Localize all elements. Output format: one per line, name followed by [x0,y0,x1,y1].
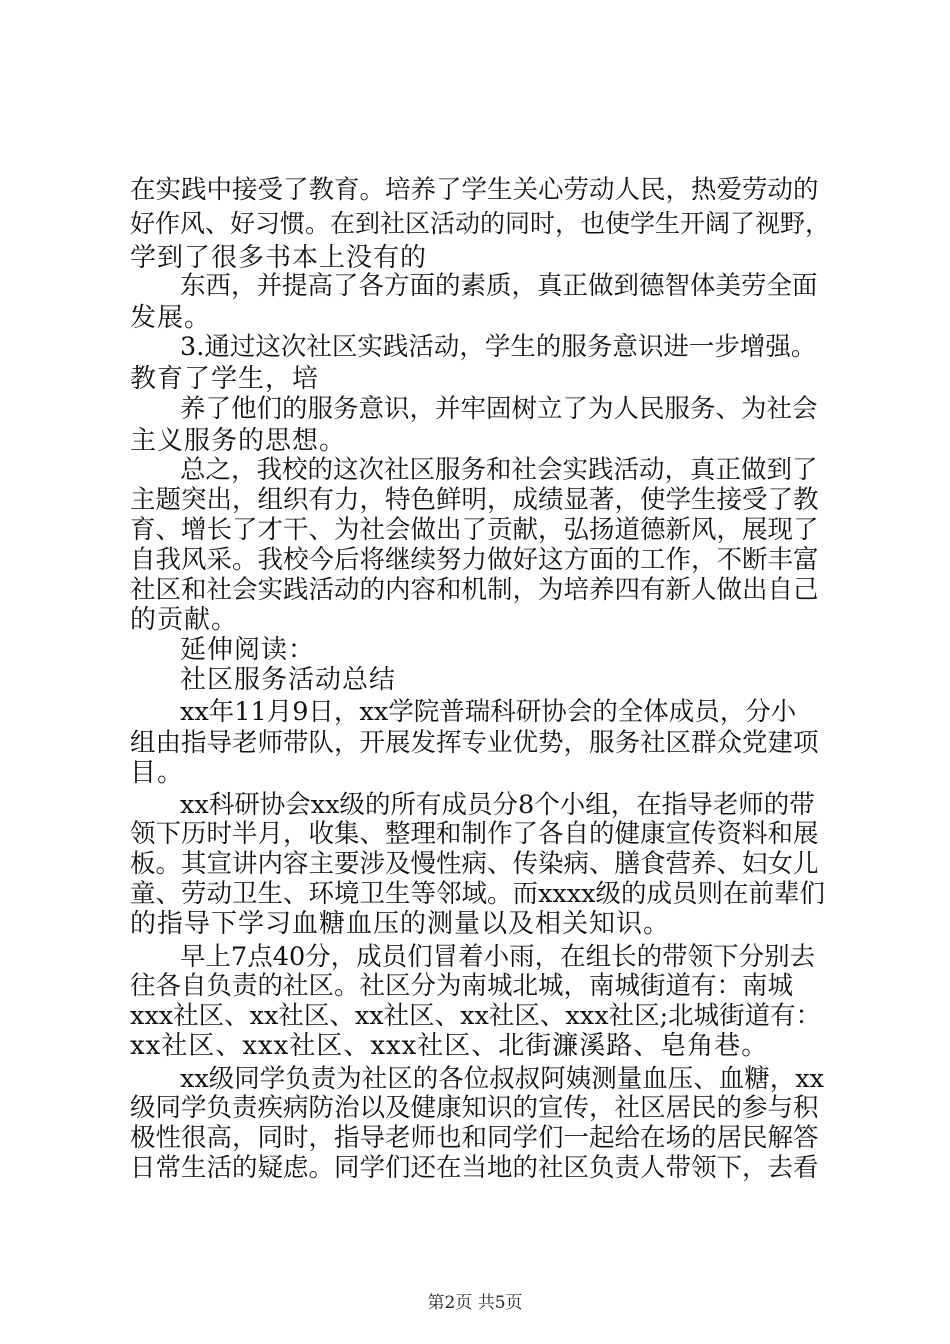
text-line: xx科研协会xx级的所有成员分8个小组，在指导老师的带 [180,790,815,820]
text-line: 目。 [130,758,185,788]
text-line: 日常生活的疑虑。同学们还在当地的社区负责人带领下，去看 [130,1153,819,1183]
text-line: 养了他们的服务意识，并牢固树立了为人民服务、为社会 [180,394,818,424]
text-line: 在实践中接受了教育。培养了学生关心劳动人民，热爱劳动的 [130,175,819,205]
text-line: xx年11月9日，xx学院普瑞科研协会的全体成员，分小 [180,697,797,727]
text-line: 往各自负责的社区。社区分为南城北城，南城街道有：南城 [130,971,794,1001]
text-line: 的指导下学习血糖血压的测量以及相关知识。 [130,909,671,939]
text-line: 童、劳动卫生、环境卫生等邻域。而xxxx级的成员则在前辈们 [130,879,826,909]
text-line: 总之，我校的这次社区服务和社会实践活动，真正做到了 [180,455,818,485]
text-line: xx级同学负责为社区的各位叔叔阿姨测量血压、血糖，xx [180,1064,825,1094]
text-line: 极性很高，同时，指导老师也和同学们一起给在场的居民解答 [130,1123,819,1153]
text-line: 主义服务的思想。 [130,426,347,456]
text-line: 领下历时半月，收集、整理和制作了各自的健康宣传资料和展 [130,819,819,849]
text-line: xx社区、xxx社区、xxx社区、北街濂溪路、皂角巷。 [130,1031,769,1061]
text-line: 社区服务活动总结 [180,665,397,695]
text-line: 组由指导老师带队，开展发挥专业优势，服务社区群众党建项 [130,728,819,758]
text-line: 社区和社会实践活动的内容和机制，为培养四有新人做出自己 [130,575,819,605]
text-line: 3.通过这次社区实践活动，学生的服务意识进一步增强。 [180,332,817,362]
text-line: 教育了学生，培 [130,364,320,394]
text-line: 的贡献。 [130,605,239,635]
text-line: 东西，并提高了各方面的素质，真正做到德智体美劳全面 [180,271,818,301]
text-line: 延伸阅读： [180,635,316,665]
text-line: 发展。 [130,303,212,333]
text-line: 自我风采。我校今后将继续努力做好这方面的工作，不断丰富 [130,545,819,575]
text-line: 好作风、好习惯。在到社区活动的同时，也使学生开阔了视野， [130,209,831,238]
text-line: 板。其宣讲内容主要涉及慢性病、传染病、膳食营养、妇女儿 [130,849,819,879]
text-line: 学到了很多书本上没有的 [130,243,428,273]
page-footer: 第2页 共5页 [427,1293,523,1313]
text-line: 早上7点40分，成员们冒着小雨，在组长的带领下分别去 [180,942,816,972]
text-line: 育、增长了才干、为社会做出了贡献，弘扬道德新风，展现了 [130,515,819,545]
text-line: 主题突出，组织有力，特色鲜明，成绩显著，使学生接受了教 [130,485,819,515]
text-line: 级同学负责疾病防治以及健康知识的宣传，社区居民的参与积 [130,1093,819,1123]
text-line: xxx社区、xx社区、xx社区、xx社区、xxx社区;北城街道有： [130,1001,822,1031]
